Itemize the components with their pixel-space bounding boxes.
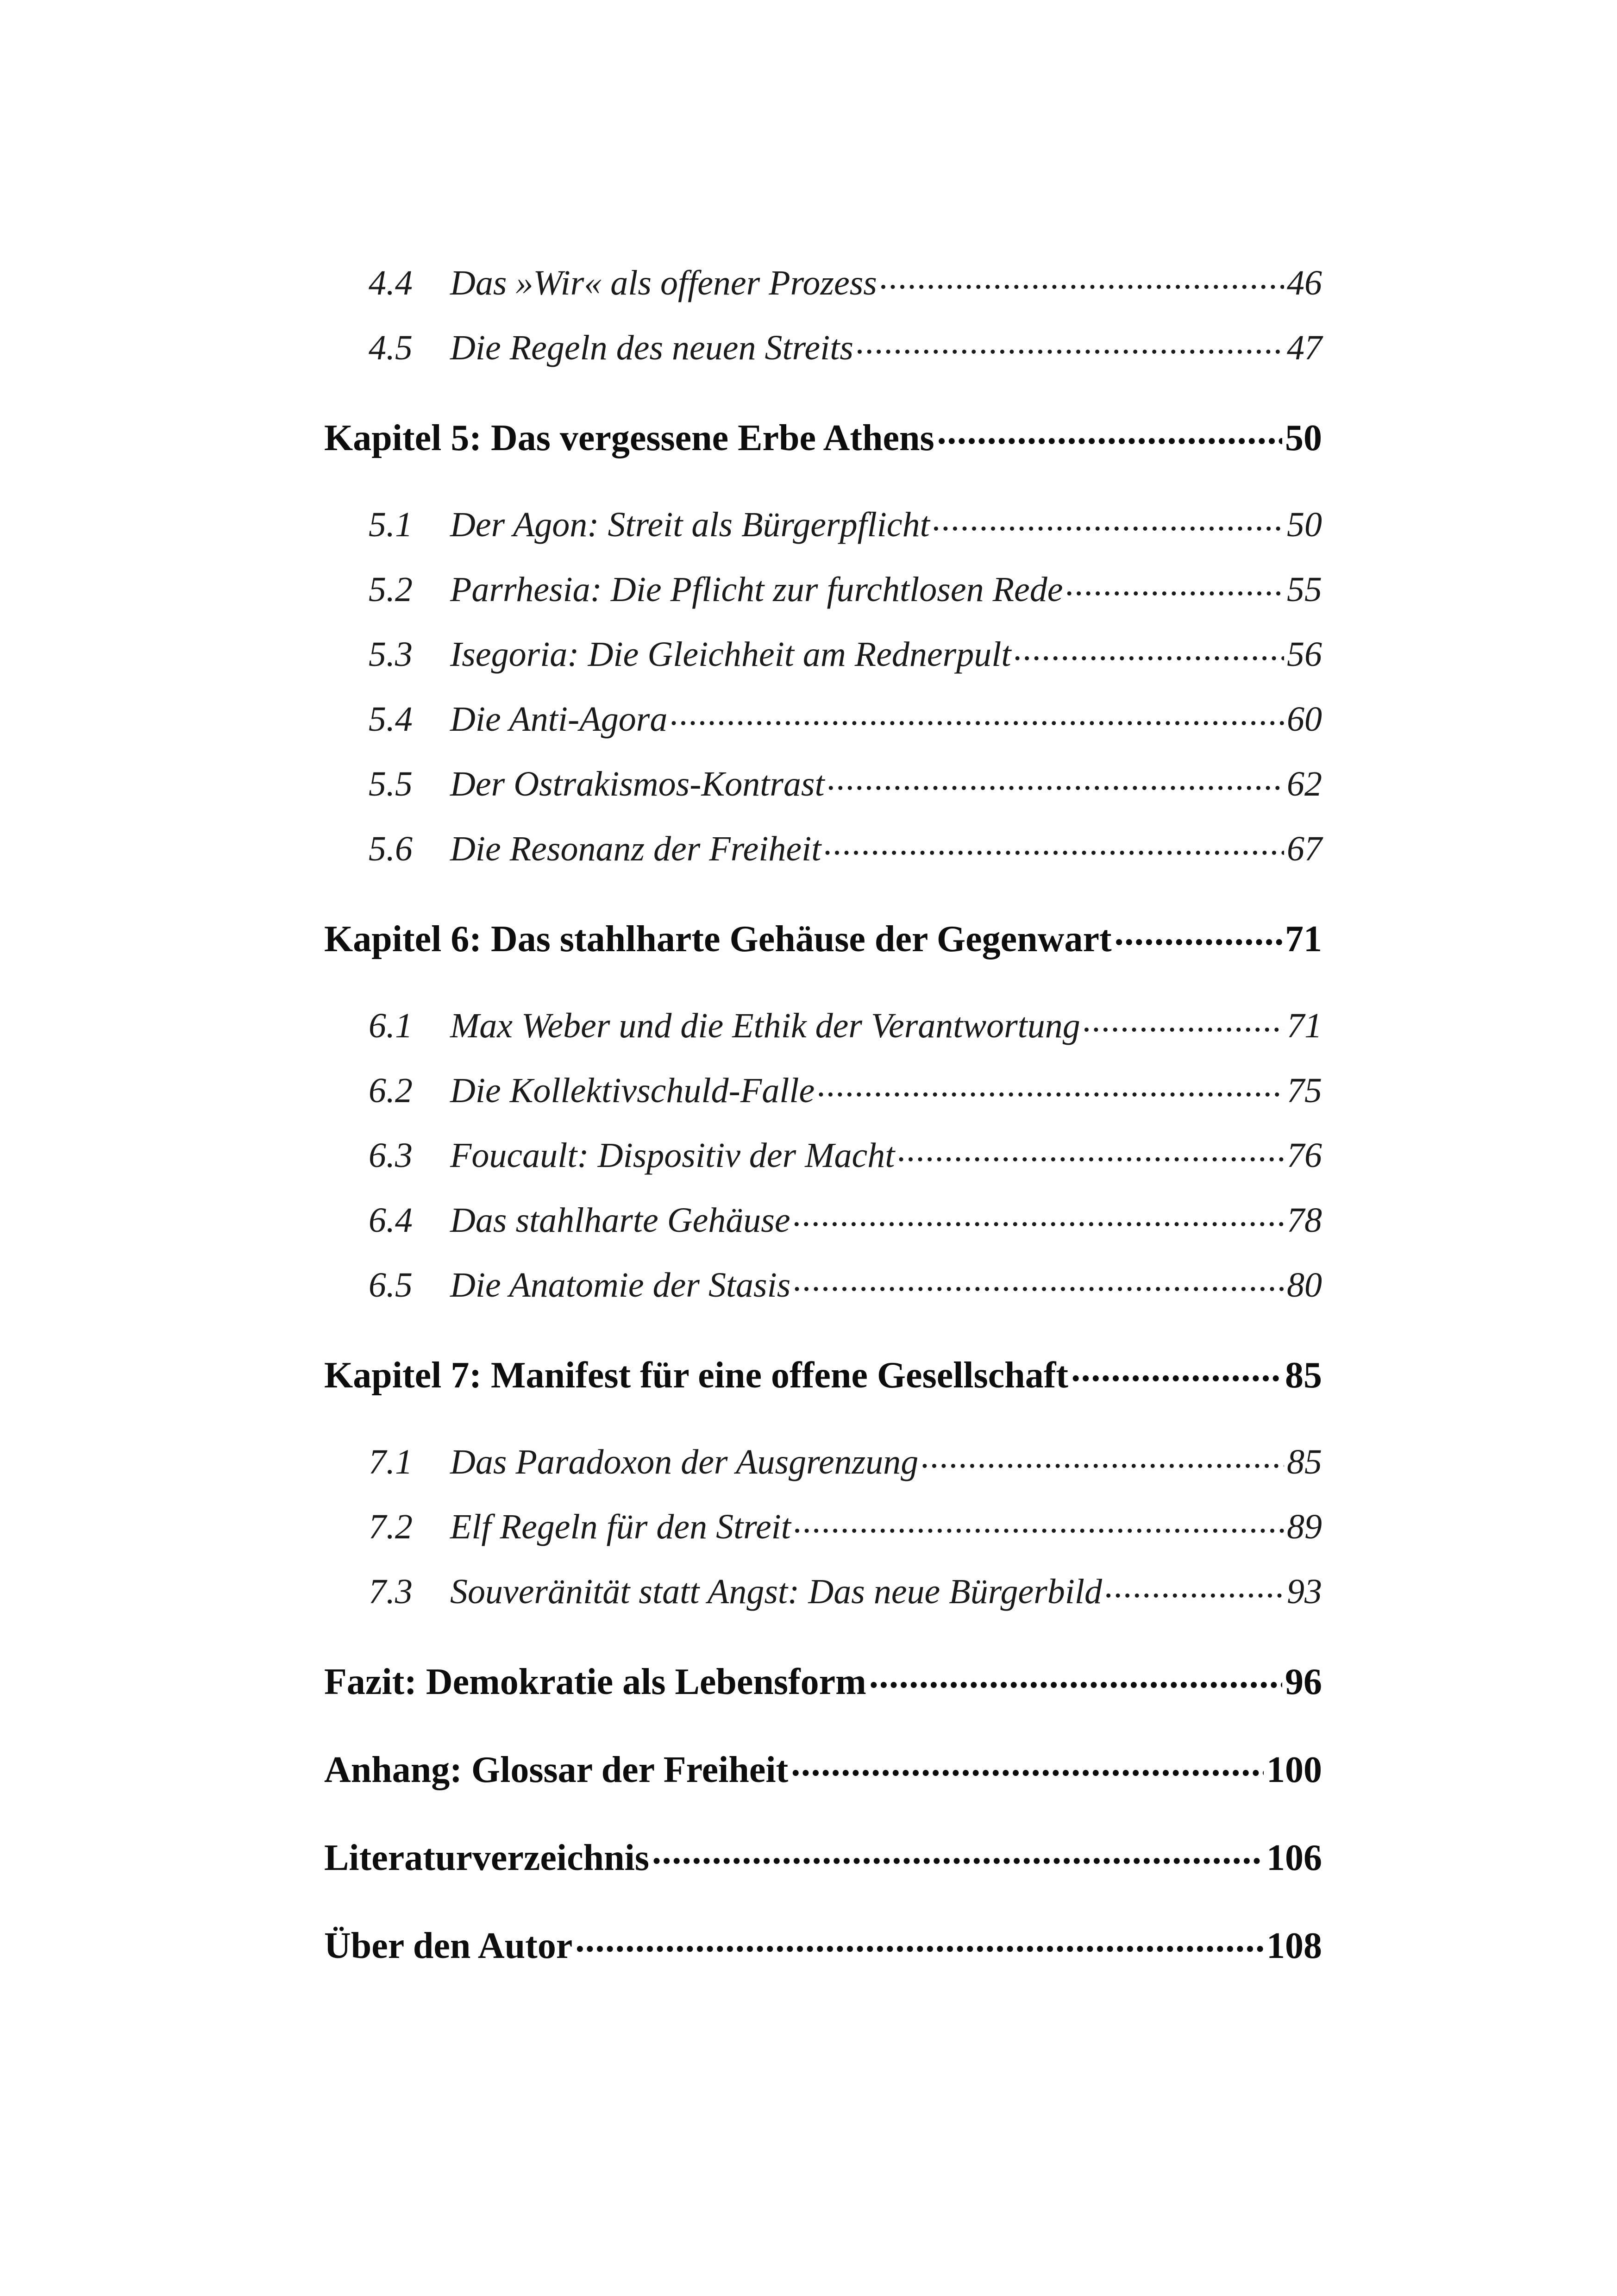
dot-leader: [793, 1261, 1284, 1297]
dot-leader: [652, 1833, 1264, 1870]
section-title: Der Ostrakismos-Kontrast: [450, 765, 825, 803]
section-title: Max Weber und die Ethik der Verantwortung: [450, 1006, 1080, 1045]
table-of-contents: [324, 259, 1322, 2009]
dot-leader: [856, 324, 1284, 359]
section-number: 5.3: [369, 635, 413, 674]
section-number: 5.6: [369, 829, 413, 868]
toc-section-row[interactable]: [324, 1438, 1322, 1503]
section-number: 7.2: [369, 1507, 413, 1546]
section-number: 6.2: [369, 1071, 413, 1110]
toc-section-row[interactable]: [324, 825, 1322, 890]
dot-leader: [1105, 1568, 1284, 1603]
dot-leader: [575, 1921, 1264, 1958]
page-number: 56: [1287, 635, 1322, 674]
page-number: 80: [1287, 1266, 1322, 1305]
dot-leader: [793, 1197, 1284, 1232]
chapter-title: Kapitel 6: Das stahlharte Gehäuse der Gegenwart: [324, 919, 1112, 960]
dot-leader: [933, 501, 1284, 536]
page-number: 96: [1285, 1662, 1322, 1702]
chapter-title: Kapitel 5: Das vergessene Erbe Athens: [324, 418, 934, 458]
section-number: 6.4: [369, 1201, 413, 1240]
toc-chapter-row[interactable]: [324, 1350, 1322, 1438]
page-number: 89: [1287, 1507, 1322, 1546]
section-title: Die Kollektivschuld-Falle: [450, 1071, 815, 1110]
toc-section-row[interactable]: [324, 760, 1322, 825]
section-title: Foucault: Dispositiv der Macht: [450, 1136, 895, 1175]
section-title: Souveränität statt Angst: Das neue Bürgerbild: [450, 1572, 1103, 1611]
section-number: 5.2: [369, 570, 413, 609]
section-title: Die Anatomie der Stasis: [450, 1266, 791, 1305]
section-title: Das stahlharte Gehäuse: [450, 1201, 790, 1240]
toc-section-row[interactable]: [324, 501, 1322, 566]
toc-chapter-row[interactable]: [324, 1745, 1322, 1833]
section-number: 6.3: [369, 1136, 413, 1175]
toc-chapter-row[interactable]: [324, 1657, 1322, 1745]
page-number: 50: [1287, 505, 1322, 544]
dot-leader: [670, 696, 1284, 731]
page-number: 67: [1287, 829, 1322, 868]
toc-chapter-row[interactable]: [324, 914, 1322, 1002]
page-number: 60: [1287, 700, 1322, 739]
section-number: 5.5: [369, 765, 413, 803]
chapter-title: Kapitel 7: Manifest für eine offene Gesellschaft: [324, 1355, 1069, 1396]
section-number: 6.1: [369, 1006, 413, 1045]
toc-section-row[interactable]: [324, 1261, 1322, 1326]
section-number: 4.5: [369, 328, 413, 367]
dot-leader: [937, 413, 1282, 450]
toc-chapter-row[interactable]: [324, 1833, 1322, 1921]
page-number: 62: [1287, 765, 1322, 803]
toc-chapter-row[interactable]: [324, 413, 1322, 501]
page-number: 47: [1287, 328, 1322, 367]
toc-section-row[interactable]: [324, 324, 1322, 389]
toc-chapter-row[interactable]: [324, 1921, 1322, 2009]
dot-leader: [1014, 631, 1284, 666]
section-title: Die Anti-Agora: [450, 700, 668, 739]
section-title: Elf Regeln für den Streit: [450, 1507, 791, 1546]
section-number: 7.1: [369, 1443, 413, 1481]
toc-section-row[interactable]: [324, 1568, 1322, 1633]
section-title: Das »Wir« als offener Prozess: [450, 263, 877, 302]
dot-leader: [1065, 566, 1284, 601]
toc-section-row[interactable]: [324, 566, 1322, 631]
page-number: 76: [1287, 1136, 1322, 1175]
chapter-title: Über den Autor: [324, 1926, 573, 1966]
chapter-title: Literaturverzeichnis: [324, 1838, 649, 1878]
section-title: Isegoria: Die Gleichheit am Rednerpult: [450, 635, 1011, 674]
section-title: Das Paradoxon der Ausgrenzung: [450, 1443, 919, 1481]
dot-leader: [869, 1657, 1282, 1694]
page-number: 108: [1266, 1926, 1322, 1966]
dot-leader: [817, 1067, 1284, 1102]
dot-leader: [824, 825, 1284, 860]
page-number: 71: [1285, 919, 1322, 960]
page-number: 75: [1287, 1071, 1322, 1110]
toc-section-row[interactable]: [324, 1503, 1322, 1568]
section-title: Parrhesia: Die Pflicht zur furchtlosen Rede: [450, 570, 1063, 609]
page-number: 106: [1266, 1838, 1322, 1878]
page-number: 100: [1266, 1750, 1322, 1790]
chapter-title: Fazit: Demokratie als Lebensform: [324, 1662, 866, 1702]
chapter-title: Anhang: Glossar der Freiheit: [324, 1750, 789, 1790]
page-number: 85: [1285, 1355, 1322, 1396]
dot-leader: [880, 259, 1284, 295]
section-title: Der Agon: Streit als Bürgerpflicht: [450, 505, 930, 544]
dot-leader: [921, 1438, 1284, 1474]
page-number: 55: [1287, 570, 1322, 609]
dot-leader: [827, 760, 1284, 796]
toc-section-row[interactable]: [324, 1197, 1322, 1261]
page-number: 50: [1285, 418, 1322, 458]
page-number: 85: [1287, 1443, 1322, 1481]
toc-section-row[interactable]: [324, 1067, 1322, 1132]
toc-section-row[interactable]: [324, 696, 1322, 760]
toc-section-row[interactable]: [324, 1132, 1322, 1197]
section-number: 5.1: [369, 505, 413, 544]
toc-section-row[interactable]: [324, 631, 1322, 696]
dot-leader: [1115, 914, 1282, 951]
section-title: Die Regeln des neuen Streits: [450, 328, 853, 367]
toc-section-row[interactable]: [324, 259, 1322, 324]
section-title: Die Resonanz der Freiheit: [450, 829, 821, 868]
section-number: 4.4: [369, 263, 413, 302]
page-number: 78: [1287, 1201, 1322, 1240]
section-number: 7.3: [369, 1572, 413, 1611]
section-number: 6.5: [369, 1266, 413, 1305]
toc-section-row[interactable]: [324, 1002, 1322, 1067]
dot-leader: [1083, 1002, 1284, 1037]
dot-leader: [794, 1503, 1284, 1538]
page-number: 71: [1287, 1006, 1322, 1045]
dot-leader: [791, 1745, 1264, 1782]
section-number: 5.4: [369, 700, 413, 739]
dot-leader: [897, 1132, 1284, 1167]
dot-leader: [1071, 1350, 1282, 1387]
page-number: 46: [1287, 263, 1322, 302]
page-number: 93: [1287, 1572, 1322, 1611]
